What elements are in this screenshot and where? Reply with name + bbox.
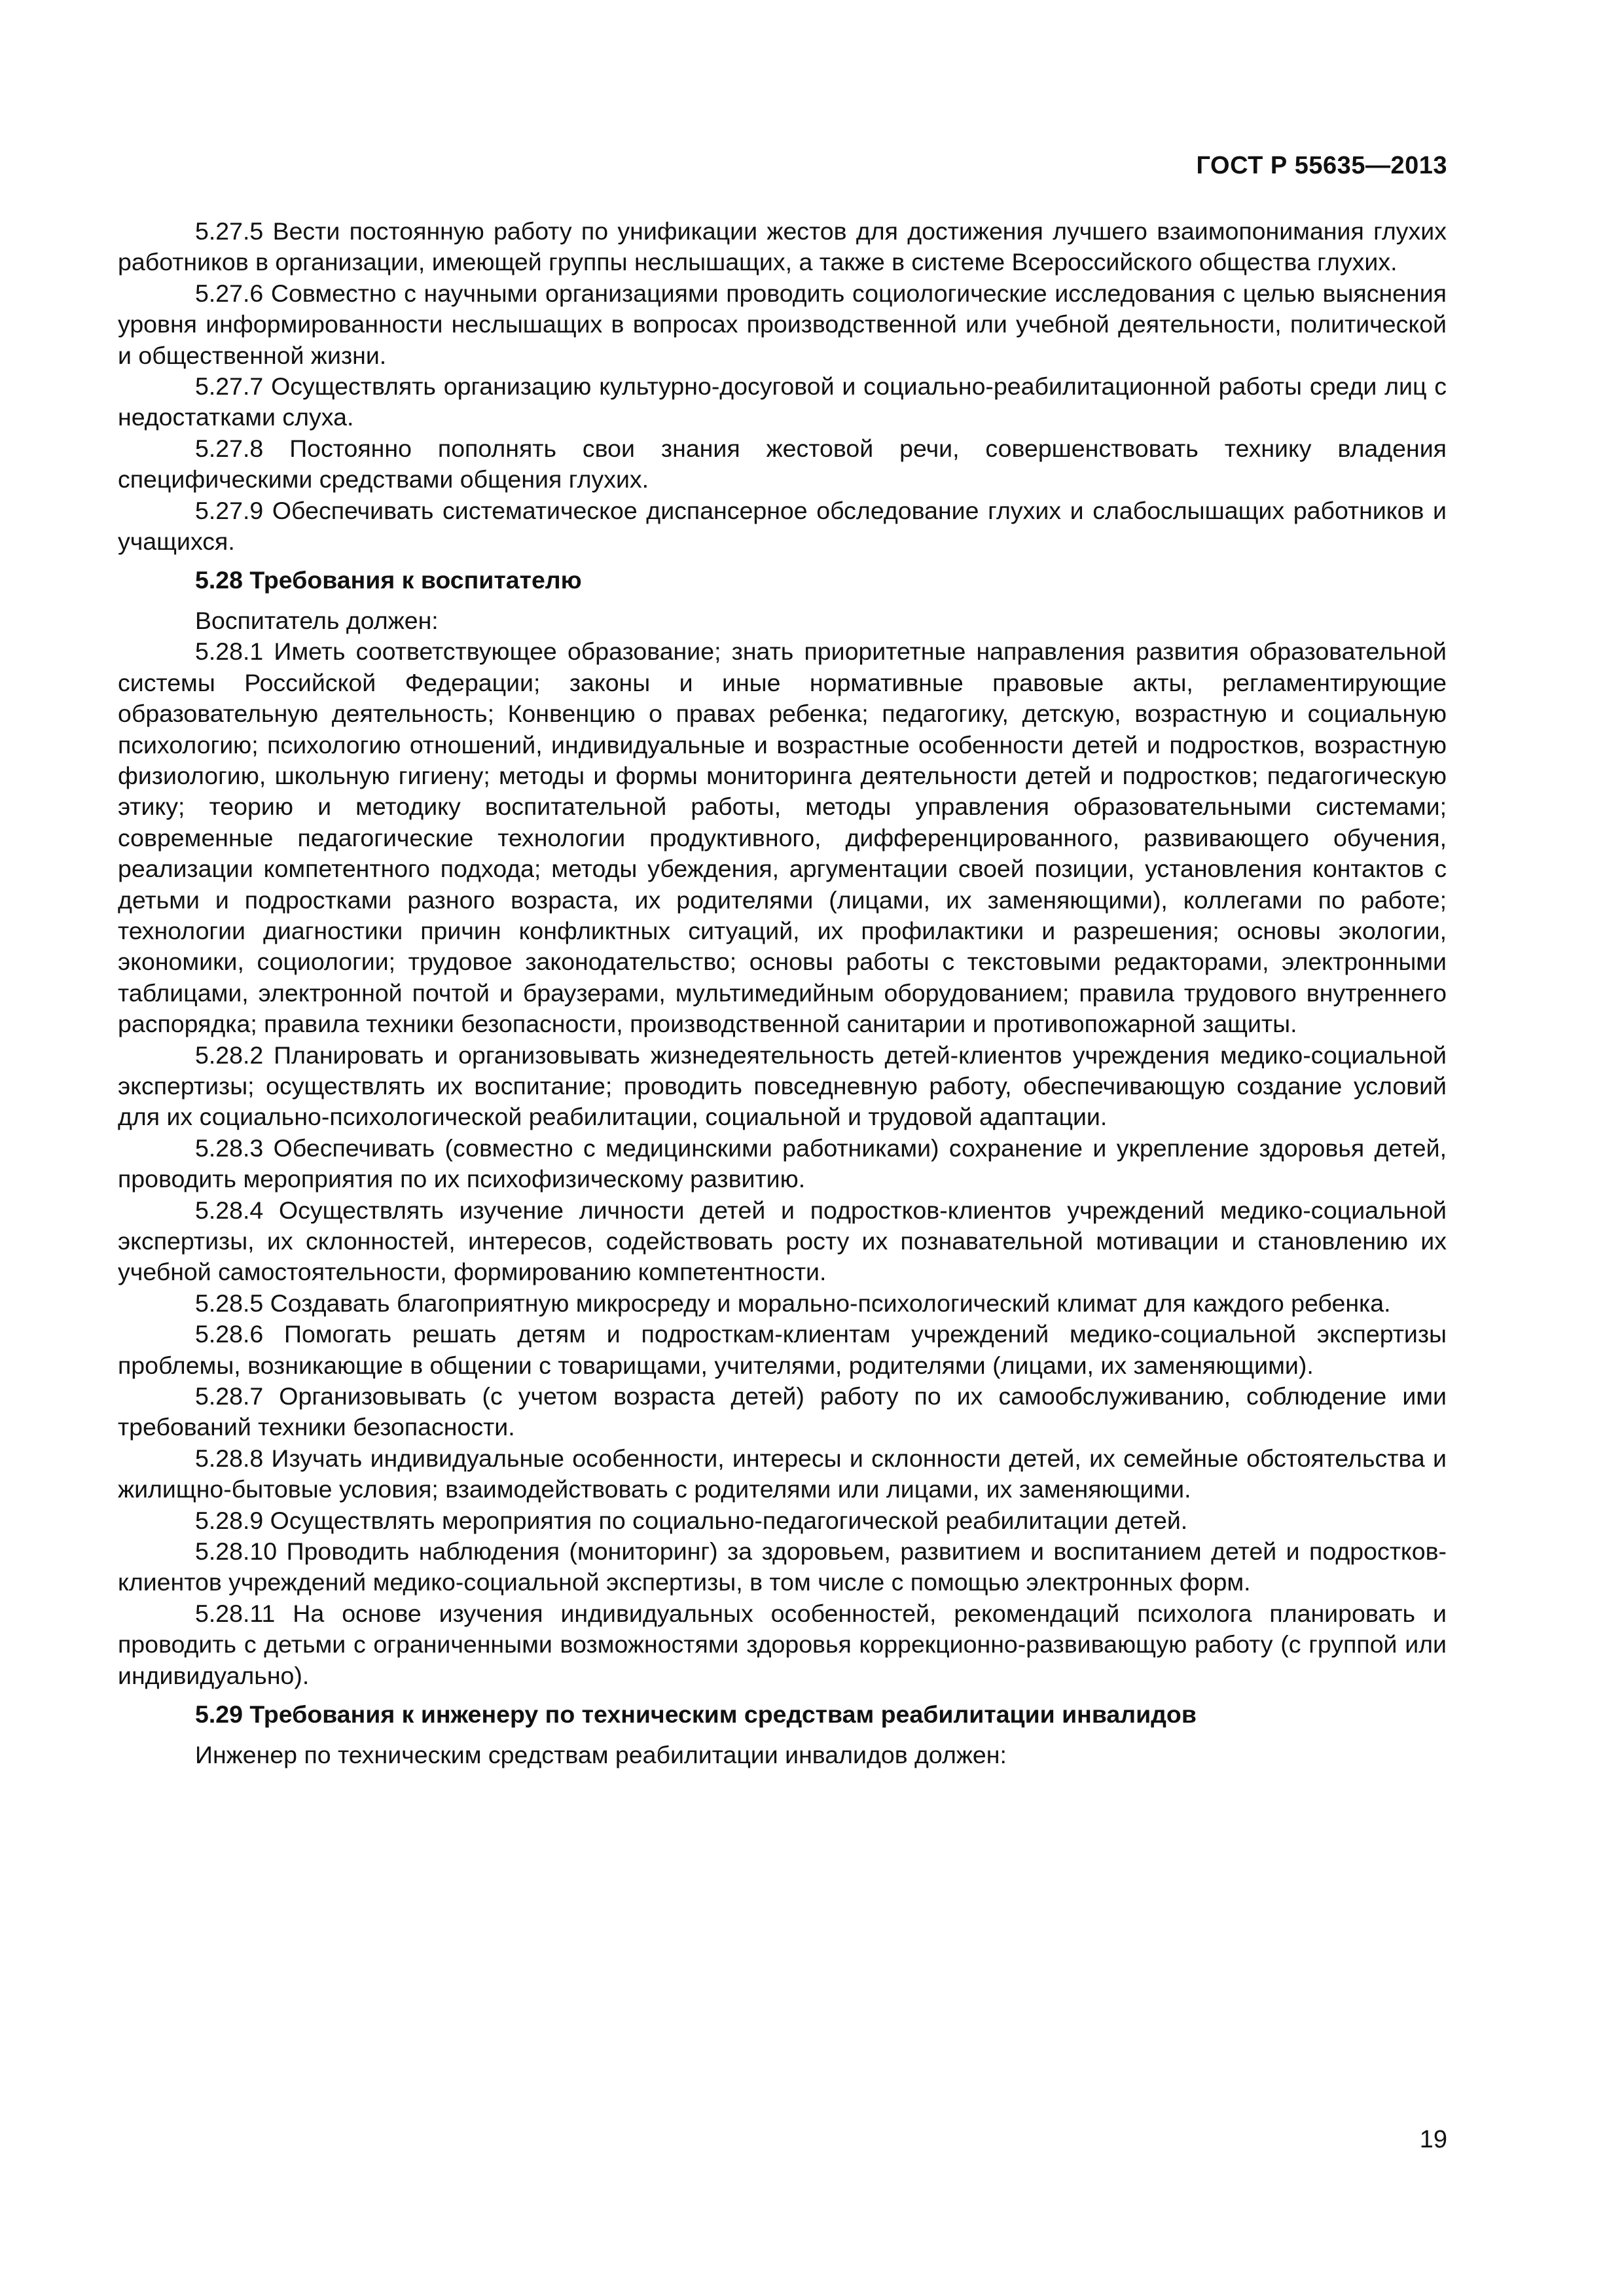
- section-intro-5-28: Воспитатель должен:: [195, 606, 439, 634]
- section-heading-5-28: 5.28 Требования к воспитателю: [195, 566, 582, 594]
- clause-5-28-7: 5.28.7 Организовывать (с учетом возраста детей) работу по их самообслуживанию, соблюдение ими требований техники безопасности.: [118, 1382, 1447, 1441]
- clause-5-28-1: 5.28.1 Иметь соответствующее образование; знать приоритетные направления развития образовательной системы Российской Федерации; законы и иные нормативные правовые акты, регламентирующие образовательную деятельность; Конвенцию о правах ребенка; педагогику, детскую, возрастную и социальную психологию; психологию отношений, индивидуальные и возрастные особенности детей и подростков, возрастную физиологию, школьную гигиену; методы и формы мониторинга деятельности детей и подростков; педагогическую этику; теорию и методику воспитательной работы, методы управления образовательными системами; современные педагогические технологии продуктивного, дифференцированного, развивающего обучения, реализации компетентного подхода; методы убеждения, аргументации своей позиции, установления контактов с детьми и подростками разного возраста, их родителями (лицами, их заменяющими), коллегами по работе; технологии диагностики причин конфликтных ситуаций, их профилактики и разрешения; основы экологии, экономики, социологии; трудовое законодательство; основы работы с текстовыми редакторами, электронными таблицами, электронной почтой и браузерами, мультимедийным оборудованием; правила трудового внутреннего распорядка; правила техники безопасности, производственной санитарии и противопожарной защиты.: [118, 637, 1447, 1038]
- clause-5-28-2: 5.28.2 Планировать и организовывать жизнедеятельность детей-клиентов учреждения медико-социальной экспертизы; осуществлять их воспитание; проводить повседневную работу, обеспечивающую создание условий для их социально-психологической реабилитации, социальной и трудовой адаптации.: [118, 1041, 1447, 1131]
- clause-5-28-4: 5.28.4 Осуществлять изучение личности детей и подростков-клиентов учреждений медико-социальной экспертизы, их склонностей, интересов, содействовать росту их познавательной мотивации и становлению их учебной самостоятельности, формированию компетентности.: [118, 1196, 1447, 1286]
- clause-5-28-5: 5.28.5 Создавать благоприятную микросреду и морально-психологический климат для каждого ребенка.: [195, 1289, 1391, 1317]
- section-intro-5-29: Инженер по техническим средствам реабилитации инвалидов должен:: [195, 1740, 1007, 1768]
- clause-5-28-6: 5.28.6 Помогать решать детям и подросткам-клиентам учреждений медико-социальной экспертизы проблемы, возникающие в общении с товарищами, учителями, родителями (лицами, их заменяющими).: [118, 1320, 1447, 1379]
- clause-5-27-6: 5.27.6 Совместно с научными организациями проводить социологические исследования с целью выяснения уровня информированности неслышащих в вопросах производственной или учебной деятельности, политической и общественной жизни.: [118, 279, 1447, 369]
- clause-5-28-11: 5.28.11 На основе изучения индивидуальных особенностей, рекомендаций психолога планировать и проводить с детьми с ограниченными возможностями здоровья коррекционно-развивающую работу (с группой или индивидуально).: [118, 1599, 1447, 1689]
- page-number: 19: [1419, 2126, 1447, 2153]
- document-body: [118, 216, 1447, 1770]
- clause-5-27-8: 5.27.8 Постоянно пополнять свои знания жестовой речи, совершенствовать технику владения специфическими средствами общения глухих.: [118, 434, 1447, 493]
- section-heading-5-29: 5.29 Требования к инженеру по техническим средствам реабилитации инвалидов: [195, 1700, 1197, 1729]
- clause-5-28-3: 5.28.3 Обеспечивать (совместно с медицинскими работниками) сохранение и укрепление здоровья детей, проводить мероприятия по их психофизическому развитию.: [118, 1134, 1447, 1193]
- document-id-header: ГОСТ Р 55635—2013: [1196, 152, 1447, 179]
- clause-5-27-7: 5.27.7 Осуществлять организацию культурно-досуговой и социально-реабилитационной работы среди лиц с недостатками слуха.: [118, 372, 1447, 431]
- clause-5-28-10: 5.28.10 Проводить наблюдения (мониторинг) за здоровьем, развитием и воспитанием детей и подростков-клиентов учреждений медико-социальной экспертизы, в том числе с помощью электронных форм.: [118, 1537, 1447, 1596]
- clause-5-28-9: 5.28.9 Осуществлять мероприятия по социально-педагогической реабилитации детей.: [195, 1506, 1188, 1534]
- clause-5-28-8: 5.28.8 Изучать индивидуальные особенности, интересы и склонности детей, их семейные обстоятельства и жилищно-бытовые условия; взаимодействовать с родителями или лицами, их заменяющими.: [118, 1444, 1447, 1503]
- clause-5-27-5: 5.27.5 Вести постоянную работу по унификации жестов для достижения лучшего взаимопонимания глухих работников в организации, имеющей группы неслышащих, а также в системе Всероссийского общества глухих.: [118, 217, 1447, 276]
- clause-5-27-9: 5.27.9 Обеспечивать систематическое диспансерное обследование глухих и слабослышащих работников и учащихся.: [118, 496, 1447, 556]
